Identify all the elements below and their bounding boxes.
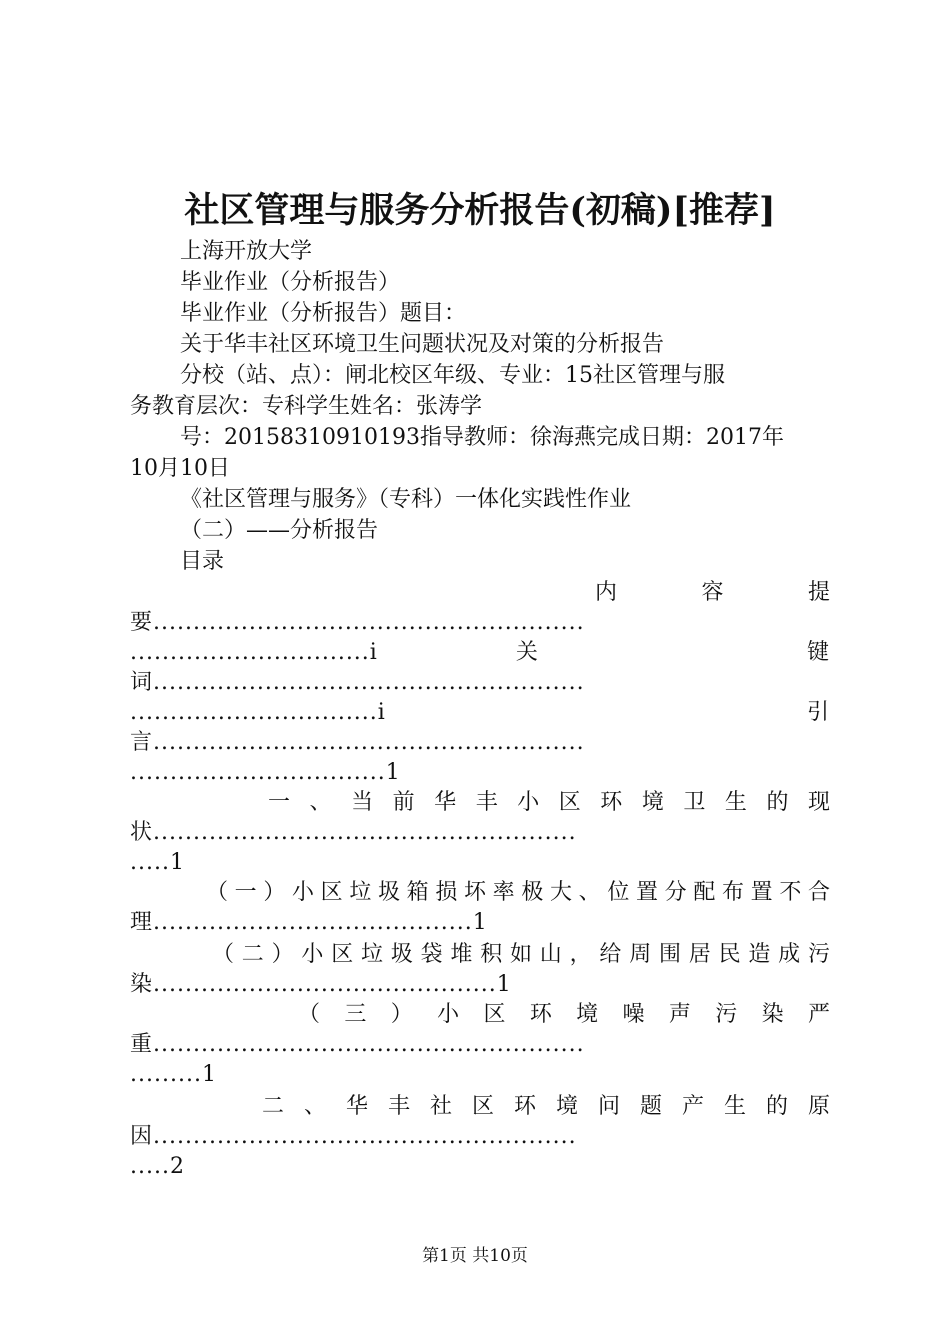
toc-line: 要...................................................... xyxy=(130,610,585,635)
toc-line: 一 、 当 前 华 丰 小 区 环 境 卫 生 的 现 xyxy=(268,790,830,815)
page-number-footer: 第1页 共10页 xyxy=(422,1246,528,1266)
toc-line: 词...................................................... xyxy=(130,670,585,695)
toc-line: （二）小区垃圾袋堆积如山，给周围居民造成污 xyxy=(212,942,830,967)
toc-line: ...............................i 引 xyxy=(130,700,830,725)
info-line-2: 务教育层次：专科学生姓名：张涛学 xyxy=(130,394,483,419)
toc-line: 状..................................................... xyxy=(130,820,577,845)
toc-line: 言...................................................... xyxy=(130,730,585,755)
toc-line: 理........................................1 xyxy=(130,910,488,935)
info-line-4: 10月10日 xyxy=(130,456,230,481)
toc-heading: 目录 xyxy=(180,549,225,574)
toc-line: （一）小区垃圾箱损坏率极大、位置分配布置不合 xyxy=(206,880,830,905)
report-title: 关于华丰社区环境卫生问题状况及对策的分析报告 xyxy=(180,332,665,357)
info-line-3: 号：20158310910193指导教师：徐海燕完成日期：2017年 xyxy=(180,425,784,450)
toc-line: 二 、 华 丰 社 区 环 境 问 题 产 生 的 原 xyxy=(262,1094,830,1119)
info-line-1: 分校（站、点）：闸北校区年级、专业：15社区管理与服 xyxy=(180,363,725,388)
toc-line: 重...................................................... xyxy=(130,1032,585,1057)
toc-line: 染...........................................1 xyxy=(130,972,512,997)
toc-line: .....2 xyxy=(130,1154,185,1179)
assignment-type: 毕业作业（分析报告） xyxy=(180,270,401,295)
toc-line: 内 容 提 xyxy=(595,580,830,605)
course-title: 《社区管理与服务》（专科）一体化实践性作业 xyxy=(180,487,632,512)
document-title: 社区管理与服务分析报告(初稿)[推荐] xyxy=(184,190,776,231)
toc-line: ..............................i 关 键 xyxy=(130,640,830,665)
school-name: 上海开放大学 xyxy=(180,239,313,264)
toc-line: .....1 xyxy=(130,850,185,875)
course-subtitle: （二）——分析报告 xyxy=(180,518,379,543)
toc-line: ................................1 xyxy=(130,760,401,785)
toc-line: 因..................................................... xyxy=(130,1124,577,1149)
toc-line: .........1 xyxy=(130,1062,217,1087)
assignment-topic-label: 毕业作业（分析报告）题目： xyxy=(180,301,467,326)
toc-line: （ 三 ） 小 区 环 境 噪 声 污 染 严 xyxy=(298,1002,830,1027)
